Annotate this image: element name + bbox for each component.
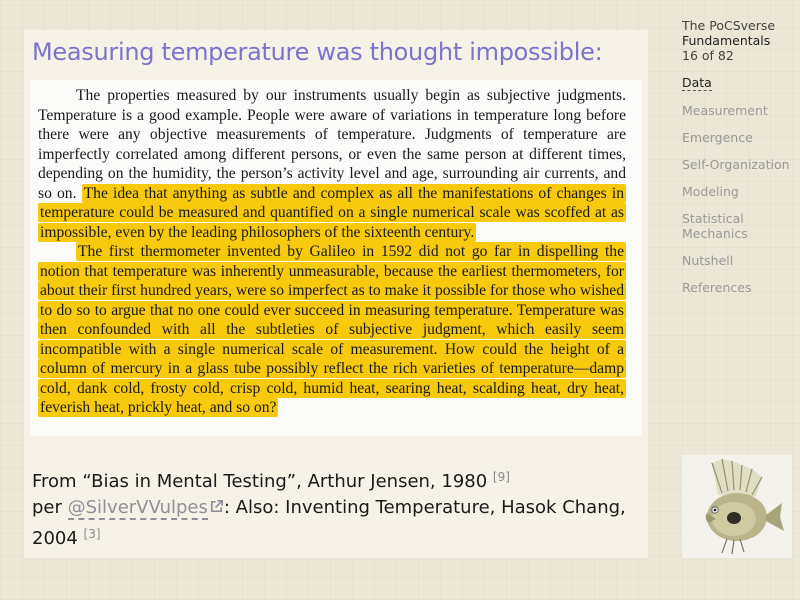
nav-item-data[interactable]: Data [682,75,712,90]
excerpt-paragraph-2 [38,242,626,418]
excerpt-highlight-2: The first thermometer invented by Galileo in 1592 did not go far in dispelling the notion that temperature was inherently unmeasurable, because the earliest thermometers, for about their first hundred years, were so imperfect as to make it possible for those who wished to do so to argue that no one could ever succeed in measuring temperature. Temperature was then confounded with all the subtleties of subjective judgment, which easily seem incompatible with a single numerical scale of measurement. How could the height of a column of mercury in a glass tube possibly reflect the rich varieties of temperature—damp cold, dank cold, frosty cold, crisp cold, humid heat, searing heat, scalding heat, dry heat, feverish heat, prickly heat, and so on? [40,243,624,416]
excerpt-plain-text: The properties measured by our instruments usually begin as subjective judgments. Temperature is a good example. People were aware of variations in temperature long before there were any objective measurements of temperature. Judgments of temperature are imperfectly correlated among different persons, or even the same person at different times, depending on the humidity, the person’s activity level and age, surrounding air currents, and so on. [38,87,626,202]
twitter-handle-link[interactable]: @SilverVVulpes [67,497,208,518]
nav-item-self-organization[interactable]: Self-Organization [682,157,790,172]
nav-page-counter: 16 of 82 [682,48,734,63]
caption-source: From “Bias in Mental Testing”, Arthur Jensen, 1980 [32,471,488,492]
citation-link-3[interactable]: [3] [83,527,101,541]
nav-section[interactable]: Fundamentals [682,33,771,48]
nav-item-emergence[interactable]: Emergence [682,130,753,145]
caption-colon: : [223,497,230,518]
nav-item-references[interactable]: References [682,280,752,295]
external-link-icon[interactable] [209,499,224,514]
nav-item-statistical-mechanics[interactable]: Statistical Mechanics [682,211,748,241]
caption-also: Also: Inventing Temperature, Hasok Chang, 2004 [32,497,626,549]
caption-per: per [32,497,68,518]
fish-illustration [682,455,792,558]
citation-link-9[interactable]: [9] [492,470,510,484]
sidebar-nav [682,18,794,295]
nav-item-measurement[interactable]: Measurement [682,103,768,118]
nav-item-nutshell[interactable]: Nutshell [682,253,734,268]
scanned-excerpt [30,80,642,436]
source-caption [32,464,642,552]
nav-item-modeling[interactable]: Modeling [682,184,739,199]
excerpt-highlight-1: The idea that anything as subtle and complex as all the manifestations of changes in temperature could be measured and quantified on a single numerical scale was scoffed at as impossible, even by the leading philosophers of the sixteenth century. [40,184,625,241]
nav-course[interactable]: The PoCSverse [682,18,776,33]
slide-title: Measuring temperature was thought impossible: [32,38,603,66]
excerpt-paragraph-1 [38,86,626,242]
fish-illustration-icon [682,455,792,558]
